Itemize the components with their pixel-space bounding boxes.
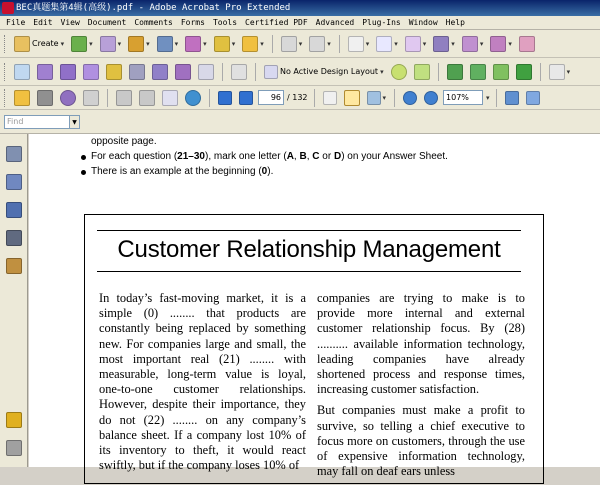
attach-button[interactable] (81, 88, 101, 108)
secure-button[interactable] (126, 34, 152, 54)
design-layout-dropdown[interactable] (262, 62, 386, 82)
snap-button[interactable] (389, 62, 409, 82)
toolbar-separator (540, 63, 541, 81)
bookmarks-icon[interactable] (6, 174, 22, 190)
crop-button[interactable] (517, 34, 537, 54)
printer-icon (129, 64, 145, 80)
acrobat-app-icon (2, 2, 14, 14)
comment-button[interactable] (445, 62, 465, 82)
chevron-down-icon: ▾ (298, 39, 303, 48)
menu-edit[interactable]: Edit (33, 18, 53, 27)
chevron-down-icon: ▾ (260, 39, 264, 48)
find-input[interactable]: Find (4, 115, 70, 129)
tag-icon[interactable] (6, 258, 22, 274)
barcode-icon (198, 64, 214, 80)
sign-button[interactable] (155, 34, 181, 54)
cube-icon (516, 64, 532, 80)
menu-comments[interactable]: Comments (134, 18, 173, 27)
signature-icon (175, 64, 191, 80)
menu-advanced[interactable]: Advanced (315, 18, 355, 27)
pages-icon[interactable] (6, 146, 22, 162)
create-label: Create (32, 39, 59, 48)
toolbar-separator (314, 89, 315, 107)
paperclip-icon (83, 90, 99, 106)
chevron-down-icon[interactable]: ▾ (486, 93, 490, 102)
toolbar-separator (496, 89, 497, 107)
signatures-icon[interactable] (6, 202, 22, 218)
disk-icon (116, 90, 132, 106)
crop-icon (519, 36, 535, 52)
article-column-left (99, 291, 306, 479)
forms-button[interactable] (183, 34, 209, 54)
title-bar (0, 0, 600, 16)
optimize-button[interactable] (307, 34, 333, 54)
zoom-tool-button[interactable] (365, 88, 389, 108)
filter-icon (231, 64, 247, 80)
checkbox-field-button[interactable] (35, 62, 55, 82)
toolbar-separator (222, 63, 223, 81)
toolbar-separator (107, 89, 108, 107)
minus-icon (403, 91, 417, 105)
arrow-up-icon (218, 91, 232, 105)
navigation-pane (0, 134, 28, 467)
menu-view[interactable]: View (60, 18, 80, 27)
toolbar-tasks (0, 30, 600, 58)
chevron-down-icon: ▾ (174, 39, 179, 48)
chevron-down-icon: ▾ (203, 39, 207, 48)
organizer-icon (60, 90, 76, 106)
toolbar-separator (339, 35, 340, 53)
select-tool-button[interactable] (346, 34, 372, 54)
collaborate-button[interactable] (98, 34, 124, 54)
layout-grid-icon (264, 65, 278, 79)
mail-button[interactable] (468, 62, 488, 82)
toolbar-separator (272, 35, 273, 53)
options-icon (549, 64, 565, 80)
toolbar-grip[interactable] (4, 35, 7, 53)
chevron-down-icon: ▾ (566, 67, 571, 76)
create-pdf-icon (14, 36, 30, 52)
stamp-button[interactable] (460, 34, 486, 54)
barcode-field-button[interactable] (196, 62, 216, 82)
speech-bubble-icon (447, 64, 463, 80)
arrow-down-icon (239, 91, 253, 105)
move-arrows-icon (405, 36, 421, 52)
magnifier-icon (367, 91, 381, 105)
pen-icon (157, 36, 173, 52)
next-page-button[interactable] (237, 88, 255, 108)
title-rule-top (97, 230, 521, 231)
menu-file[interactable]: File (6, 18, 26, 27)
marquee-icon (376, 36, 392, 52)
multimedia-icon (214, 36, 230, 52)
optimize-icon (309, 36, 325, 52)
signature-field-button[interactable] (173, 62, 193, 82)
instruction-line: For each question (21–30), mark one letter (A, B, C or D) on your Answer Sheet. (91, 151, 448, 162)
toolbar-forms (0, 58, 600, 86)
prev-page-button[interactable] (216, 88, 234, 108)
folder-icon (14, 90, 30, 106)
grid-icon (414, 64, 430, 80)
menu-forms[interactable]: Forms (180, 18, 205, 27)
attachments-icon[interactable] (6, 440, 22, 456)
envelope-icon (470, 64, 486, 80)
fit-width-icon (526, 91, 540, 105)
chevron-down-icon: ▾ (60, 39, 65, 48)
collaborate-icon (100, 36, 116, 52)
comment-icon (242, 36, 258, 52)
image-icon (152, 64, 168, 80)
plus-icon (424, 91, 438, 105)
comments-icon[interactable] (6, 412, 22, 428)
list-box-icon (106, 64, 122, 80)
toolbar-separator (438, 63, 439, 81)
layers-button[interactable] (491, 62, 511, 82)
hand-icon (344, 90, 360, 106)
move-button[interactable] (403, 34, 429, 54)
bullet (81, 155, 86, 160)
toolbar-separator (209, 89, 210, 107)
text-tool-button[interactable] (431, 34, 457, 54)
globe-icon (185, 90, 201, 106)
radio-icon (60, 64, 76, 80)
chevron-down-icon: ▾ (479, 39, 484, 48)
print-button[interactable] (35, 88, 55, 108)
email-button[interactable] (160, 88, 180, 108)
instruction-line: opposite page. (91, 136, 157, 147)
toolbar-grip[interactable] (4, 89, 7, 107)
snap-icon (391, 64, 407, 80)
toolbar-separator (394, 89, 395, 107)
title-rule-bottom (97, 271, 521, 272)
chevron-down-icon: ▾ (117, 39, 122, 48)
radio-field-button[interactable] (58, 62, 78, 82)
pdf-page (29, 134, 600, 479)
page-number-input[interactable]: 96 (258, 90, 284, 105)
cursor-arrow-icon (348, 36, 364, 52)
find-toolbar (0, 110, 600, 134)
cube-button[interactable] (514, 62, 534, 82)
chevron-down-icon: ▾ (380, 67, 384, 76)
page-total: / 132 (287, 93, 308, 102)
zoom-out-button[interactable] (401, 88, 419, 108)
grid-button[interactable] (412, 62, 432, 82)
open-button[interactable] (12, 88, 32, 108)
save-button[interactable] (114, 88, 134, 108)
chevron-down-icon: ▾ (394, 39, 398, 48)
options-button[interactable] (547, 62, 573, 82)
lock-icon (128, 36, 144, 52)
zoom-form-button[interactable] (12, 62, 32, 82)
select-text-button[interactable] (321, 88, 339, 108)
fit-page-icon (505, 91, 519, 105)
print-field-button[interactable] (127, 62, 147, 82)
menu-certified-pdf[interactable]: Certified PDF (245, 18, 308, 27)
create-button[interactable] (12, 34, 66, 54)
export-button[interactable] (279, 34, 305, 54)
menu-plug-ins[interactable]: Plug-Ins (362, 18, 401, 27)
toolbar-grip[interactable] (4, 63, 7, 81)
article-column-right (317, 291, 525, 485)
design-layout-label: No Active Design Layout (280, 67, 379, 76)
image-field-button[interactable] (150, 62, 170, 82)
document-view[interactable] (29, 134, 600, 479)
combo-field-button[interactable] (81, 62, 101, 82)
zoom-input[interactable]: 107% (443, 90, 483, 105)
paragraph: In today’s fast-moving market, it is a simple (0) ........ that products are constantly being replaced by something new. For companies large and small, the most important real (21) ........ with measurable, long-term value is loyal, one-to-one customer relationships. However, despite their importance, they do not (22) ........ on any company’s balance sheet. If a company lost 10% of its inventory to theft, it would react swiftly, but if the company loses 10% of (99, 291, 306, 473)
magnifier-icon (14, 64, 30, 80)
envelope-icon (162, 90, 178, 106)
chevron-down-icon: ▾ (327, 39, 331, 48)
chevron-down-icon: ▾ (382, 93, 387, 102)
organizer-button[interactable] (58, 88, 78, 108)
toolbar-navigation (0, 86, 600, 110)
chevron-down-icon: ▾ (231, 39, 236, 48)
marquee-button[interactable] (374, 34, 400, 54)
window-title: BEC真题集第4辑(高级).pdf - Adobe Acrobat Pro Extended (16, 3, 291, 13)
hand-tool-button[interactable] (342, 88, 362, 108)
multimedia-button[interactable] (212, 34, 238, 54)
chevron-down-icon: ▾ (89, 39, 93, 48)
chevron-down-icon: ▾ (508, 39, 512, 48)
review-button[interactable] (240, 34, 266, 54)
export-icon (281, 36, 297, 52)
toolbar-separator (255, 63, 256, 81)
paragraph: But companies must make a profit to survive, so telling a chief executive to focus more on customers, through the use of expensive information technology, may fall on deaf ears unless (317, 403, 525, 479)
filter-button[interactable] (229, 62, 249, 82)
chevron-down-icon: ▾ (365, 39, 370, 48)
paragraph: companies are trying to make is to provide more internal and external customer relationship focus. By (28) .......... available information technology, leading companies have already shortened process and response times, increasing customer satisfaction. (317, 291, 525, 397)
layers-icon[interactable] (6, 230, 22, 246)
link-button[interactable] (488, 34, 514, 54)
chevron-down-icon: ▾ (422, 39, 427, 48)
menu-document[interactable]: Document (87, 18, 127, 27)
article-title: Customer Relationship Management (117, 236, 501, 263)
text-cursor-icon (323, 91, 337, 105)
printer-icon (37, 90, 53, 106)
list-field-button[interactable] (104, 62, 124, 82)
stamp-icon (462, 36, 478, 52)
link-icon (490, 36, 506, 52)
text-a-icon (433, 36, 449, 52)
instruction-line: There is an example at the beginning (0). (91, 166, 274, 177)
chevron-down-icon: ▾ (146, 39, 150, 48)
combo-box-icon (83, 64, 99, 80)
menu-window[interactable]: Window (408, 18, 438, 27)
chevron-down-icon: ▾ (451, 39, 455, 48)
combine-button[interactable] (69, 34, 95, 54)
menu-tools[interactable]: Tools (212, 18, 238, 27)
menu-help[interactable]: Help (445, 18, 465, 27)
fit-width-button[interactable] (524, 88, 542, 108)
bullet (81, 170, 86, 175)
web-button[interactable] (183, 88, 203, 108)
checkbox-icon (37, 64, 53, 80)
fit-page-button[interactable] (503, 88, 521, 108)
zoom-in-button[interactable] (422, 88, 440, 108)
combine-files-icon (71, 36, 87, 52)
menu-bar (0, 16, 600, 30)
chevron-down-icon[interactable]: ▼ (70, 115, 80, 129)
disk-icon (139, 90, 155, 106)
layers-icon (493, 64, 509, 80)
save-as-button[interactable] (137, 88, 157, 108)
form-icon (185, 36, 201, 52)
